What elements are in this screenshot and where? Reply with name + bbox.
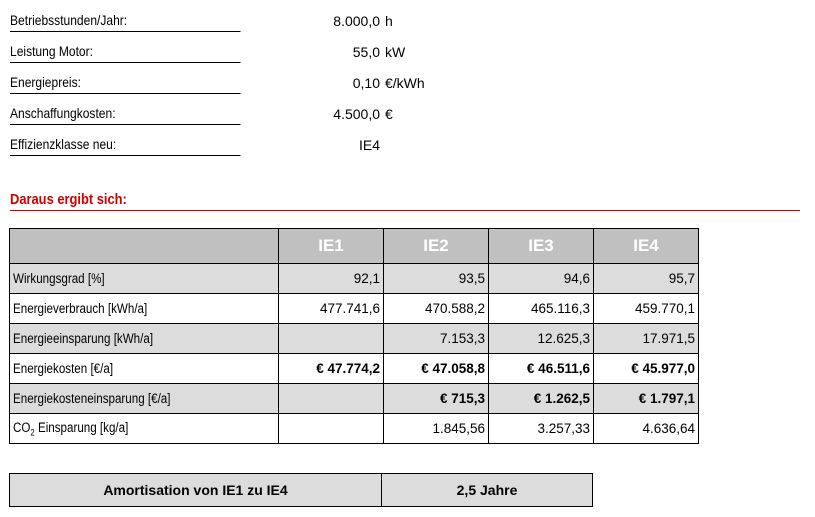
- param-value: 55,0: [352, 44, 380, 60]
- table-row: [10, 324, 699, 354]
- param-row-anschaffungkosten: [10, 95, 393, 125]
- section-title: [10, 190, 800, 211]
- param-unit: €/kWh: [385, 75, 425, 91]
- amortisation-box: [9, 473, 593, 507]
- table-cell: [279, 414, 384, 444]
- table-cell: [279, 384, 384, 414]
- table-cell: € 46.511,6: [489, 354, 594, 384]
- row-label: $CO_2$ Einsparung [kg/a]: [10, 414, 279, 444]
- table-row: [10, 264, 699, 294]
- table-cell: € 715,3: [384, 384, 489, 414]
- table-cell: [279, 324, 384, 354]
- table-cell: 93,5: [384, 264, 489, 294]
- param-label: Anschaffungkosten:: [10, 102, 240, 125]
- param-label: Effizienzklasse neu:: [10, 133, 240, 156]
- param-label: Betriebsstunden/Jahr:: [10, 9, 240, 32]
- table-cell: 7.153,3: [384, 324, 489, 354]
- amortisation-label: Amortisation von IE1 zu IE4: [10, 474, 382, 507]
- row-label: Energiekosteneinsparung [€/a]: [10, 384, 279, 414]
- table-cell: 17.971,5: [594, 324, 699, 354]
- table-cell: € 45.977,0: [594, 354, 699, 384]
- param-row-energiepreis: [10, 64, 425, 94]
- table-cell: 12.625,3: [489, 324, 594, 354]
- table-cell: 94,6: [489, 264, 594, 294]
- table-header-ie4: IE4: [594, 229, 699, 264]
- row-label: Energiekosten [€/a]: [10, 354, 279, 384]
- section-title-text: Daraus ergibt sich:: [10, 191, 127, 208]
- table-cell: 477.741,6: [279, 294, 384, 324]
- table-cell: 459.770,1: [594, 294, 699, 324]
- param-unit: kW: [385, 44, 406, 60]
- table-cell: € 47.774,2: [279, 354, 384, 384]
- param-label: Leistung Motor:: [10, 40, 240, 63]
- table-cell: 465.116,3: [489, 294, 594, 324]
- table-row: [10, 414, 699, 444]
- param-row-betriebsstunden: [10, 2, 393, 32]
- param-unit: €: [385, 106, 393, 122]
- row-label: Energieeinsparung [kWh/a]: [10, 324, 279, 354]
- table-cell: 95,7: [594, 264, 699, 294]
- param-row-leistung: [10, 33, 406, 63]
- table-header-ie2: IE2: [384, 229, 489, 264]
- table-cell: 4.636,64: [594, 414, 699, 444]
- param-unit: h: [385, 13, 393, 29]
- table-row: [10, 354, 699, 384]
- amortisation-value: 2,5 Jahre: [382, 474, 593, 507]
- table-header-empty: [10, 229, 279, 264]
- table-cell: € 47.058,8: [384, 354, 489, 384]
- table-row: [10, 294, 699, 324]
- table-cell: € 1.262,5: [489, 384, 594, 414]
- table-cell: € 1.797,1: [594, 384, 699, 414]
- param-value: 8.000,0: [333, 13, 380, 29]
- param-value: 0,10: [352, 75, 380, 91]
- table-row: [10, 384, 699, 414]
- table-header-row: [10, 229, 699, 264]
- table-cell: 92,1: [279, 264, 384, 294]
- table-header-ie3: IE3: [489, 229, 594, 264]
- param-row-effizienzklasse: [10, 126, 380, 156]
- results-table: [9, 228, 699, 444]
- row-label: Wirkungsgrad [%]: [10, 264, 279, 294]
- table-header-ie1: IE1: [279, 229, 384, 264]
- row-label: Energieverbrauch [kWh/a]: [10, 294, 279, 324]
- table-cell: 1.845,56: [384, 414, 489, 444]
- param-value: IE4: [358, 137, 380, 153]
- param-label: Energiepreis:: [10, 71, 240, 94]
- table-cell: 470.588,2: [384, 294, 489, 324]
- table-cell: 3.257,33: [489, 414, 594, 444]
- param-value: 4.500,0: [333, 106, 380, 122]
